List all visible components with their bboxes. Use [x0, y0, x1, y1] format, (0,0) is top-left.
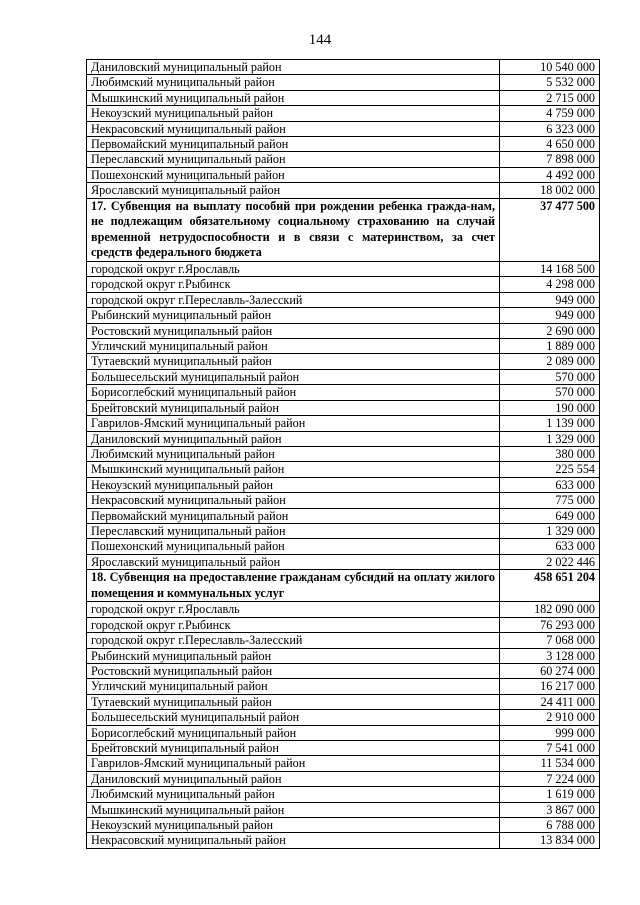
- table-row: [87, 137, 600, 152]
- municipality-name: Переславский муниципальный район: [87, 523, 500, 538]
- table-row: [87, 617, 600, 632]
- amount-value: 949 000: [500, 292, 600, 307]
- municipality-name: Большесельский муниципальный район: [87, 710, 500, 725]
- table-row: [87, 121, 600, 136]
- municipality-name: городской округ г.Ярославль: [87, 262, 500, 277]
- amount-value: 60 274 000: [500, 663, 600, 678]
- municipality-name: Некоузский муниципальный район: [87, 818, 500, 833]
- municipality-name: Некрасовский муниципальный район: [87, 493, 500, 508]
- table-row: [87, 75, 600, 90]
- table-row: [87, 818, 600, 833]
- table-body: [87, 60, 600, 849]
- table-row: [87, 508, 600, 523]
- municipality-name: Даниловский муниципальный район: [87, 60, 500, 75]
- municipality-name: Тутаевский муниципальный район: [87, 694, 500, 709]
- table-row: [87, 725, 600, 740]
- municipality-name: Пошехонский муниципальный район: [87, 167, 500, 182]
- amount-value: 1 329 000: [500, 431, 600, 446]
- municipality-name: Переславский муниципальный район: [87, 152, 500, 167]
- table-row: [87, 679, 600, 694]
- municipality-name: Мышкинский муниципальный район: [87, 90, 500, 105]
- table-row: [87, 663, 600, 678]
- amount-value: 6 788 000: [500, 818, 600, 833]
- amount-value: 775 000: [500, 493, 600, 508]
- municipality-name: Угличский муниципальный район: [87, 339, 500, 354]
- municipality-name: Некрасовский муниципальный район: [87, 833, 500, 848]
- amount-value: 2 089 000: [500, 354, 600, 369]
- table-row: [87, 183, 600, 198]
- amount-value: 1 889 000: [500, 339, 600, 354]
- amount-value: 380 000: [500, 446, 600, 461]
- amount-value: 10 540 000: [500, 60, 600, 75]
- table-row: [87, 633, 600, 648]
- municipality-name: Даниловский муниципальный район: [87, 431, 500, 446]
- amount-value: 76 293 000: [500, 617, 600, 632]
- table-row: [87, 833, 600, 848]
- table-row: [87, 400, 600, 415]
- table-row: [87, 308, 600, 323]
- table-row: [87, 431, 600, 446]
- amount-value: 4 759 000: [500, 106, 600, 121]
- amount-value: 949 000: [500, 308, 600, 323]
- municipality-name: Ярославский муниципальный район: [87, 554, 500, 569]
- municipality-name: городской округ г.Переславль-Залесский: [87, 633, 500, 648]
- amount-value: 1 329 000: [500, 523, 600, 538]
- amount-value: 3 867 000: [500, 802, 600, 817]
- municipality-name: Некоузский муниципальный район: [87, 106, 500, 121]
- municipality-name: Борисоглебский муниципальный район: [87, 385, 500, 400]
- municipality-name: Ростовский муниципальный район: [87, 663, 500, 678]
- amount-value: 2 690 000: [500, 323, 600, 338]
- table-row: [87, 60, 600, 75]
- amount-value: 4 650 000: [500, 137, 600, 152]
- table-row: [87, 710, 600, 725]
- municipality-name: Мышкинский муниципальный район: [87, 802, 500, 817]
- amount-value: 2 022 446: [500, 554, 600, 569]
- table-row: [87, 262, 600, 277]
- table-row: [87, 277, 600, 292]
- table-row: [87, 416, 600, 431]
- municipality-name: Гаврилов-Ямский муниципальный район: [87, 416, 500, 431]
- municipality-name: Рыбинский муниципальный район: [87, 308, 500, 323]
- amount-value: 11 534 000: [500, 756, 600, 771]
- amount-value: 190 000: [500, 400, 600, 415]
- municipality-name: Гаврилов-Ямский муниципальный район: [87, 756, 500, 771]
- table-row: [87, 741, 600, 756]
- table-row: [87, 152, 600, 167]
- amount-value: 13 834 000: [500, 833, 600, 848]
- amount-value: 16 217 000: [500, 679, 600, 694]
- table-row: [87, 462, 600, 477]
- municipality-name: Брейтовский муниципальный район: [87, 741, 500, 756]
- amount-value: 570 000: [500, 369, 600, 384]
- municipality-name: Пошехонский муниципальный район: [87, 539, 500, 554]
- section-title: 17. Субвенция на выплату пособий при рождении ребенка гражда-нам, не подлежащим обязательному социальному страхованию на случай временной нетрудоспособности и в связи с материнством, за счет средств федерального бюджета: [87, 198, 500, 261]
- table-row: [87, 493, 600, 508]
- municipality-name: Угличский муниципальный район: [87, 679, 500, 694]
- municipality-name: городской округ г.Переславль-Залесский: [87, 292, 500, 307]
- amount-value: 7 898 000: [500, 152, 600, 167]
- amount-value: 7 068 000: [500, 633, 600, 648]
- table-row: [87, 167, 600, 182]
- amount-value: 649 000: [500, 508, 600, 523]
- amount-value: 24 411 000: [500, 694, 600, 709]
- amount-value: 18 002 000: [500, 183, 600, 198]
- municipality-name: городской округ г.Ярославль: [87, 602, 500, 617]
- table-row: [87, 523, 600, 538]
- municipality-name: Первомайский муниципальный район: [87, 508, 500, 523]
- section-header-row: [87, 198, 600, 261]
- page-number: 144: [308, 32, 332, 48]
- amount-value: 633 000: [500, 539, 600, 554]
- amount-value: 5 532 000: [500, 75, 600, 90]
- section-header-row: [87, 570, 600, 602]
- table-row: [87, 694, 600, 709]
- amount-value: 4 492 000: [500, 167, 600, 182]
- municipality-name: Ростовский муниципальный район: [87, 323, 500, 338]
- table-row: [87, 446, 600, 461]
- municipality-name: Ярославский муниципальный район: [87, 183, 500, 198]
- municipality-name: Мышкинский муниципальный район: [87, 462, 500, 477]
- table-row: [87, 756, 600, 771]
- municipality-name: Даниловский муниципальный район: [87, 771, 500, 786]
- amount-value: 4 298 000: [500, 277, 600, 292]
- table-row: [87, 323, 600, 338]
- municipality-name: Любимский муниципальный район: [87, 787, 500, 802]
- municipality-name: Некоузский муниципальный район: [87, 477, 500, 492]
- section-total: 37 477 500: [500, 198, 600, 261]
- table-row: [87, 771, 600, 786]
- table-row: [87, 292, 600, 307]
- amount-value: 3 128 000: [500, 648, 600, 663]
- subvention-table: [86, 59, 600, 849]
- table-row: [87, 802, 600, 817]
- table-row: [87, 539, 600, 554]
- municipality-name: Брейтовский муниципальный район: [87, 400, 500, 415]
- municipality-name: Тутаевский муниципальный район: [87, 354, 500, 369]
- table-row: [87, 354, 600, 369]
- municipality-name: Первомайский муниципальный район: [87, 137, 500, 152]
- table-row: [87, 477, 600, 492]
- table-row: [87, 554, 600, 569]
- amount-value: 999 000: [500, 725, 600, 740]
- amount-value: 2 715 000: [500, 90, 600, 105]
- amount-value: 182 090 000: [500, 602, 600, 617]
- section-title: 18. Субвенция на предоставление гражданам субсидий на оплату жилого помещения и коммунальных услуг: [87, 570, 500, 602]
- table-row: [87, 385, 600, 400]
- amount-value: 225 554: [500, 462, 600, 477]
- municipality-name: Большесельский муниципальный район: [87, 369, 500, 384]
- amount-value: 1 139 000: [500, 416, 600, 431]
- amount-value: 6 323 000: [500, 121, 600, 136]
- table-row: [87, 602, 600, 617]
- amount-value: 2 910 000: [500, 710, 600, 725]
- table-row: [87, 648, 600, 663]
- municipality-name: городской округ г.Рыбинск: [87, 277, 500, 292]
- municipality-name: Любимский муниципальный район: [87, 75, 500, 90]
- table-row: [87, 106, 600, 121]
- table-row: [87, 90, 600, 105]
- municipality-name: городской округ г.Рыбинск: [87, 617, 500, 632]
- municipality-name: Любимский муниципальный район: [87, 446, 500, 461]
- amount-value: 7 541 000: [500, 741, 600, 756]
- amount-value: 570 000: [500, 385, 600, 400]
- table-row: [87, 369, 600, 384]
- municipality-name: Рыбинский муниципальный район: [87, 648, 500, 663]
- municipality-name: Некрасовский муниципальный район: [87, 121, 500, 136]
- table-row: [87, 787, 600, 802]
- amount-value: 14 168 500: [500, 262, 600, 277]
- table-row: [87, 339, 600, 354]
- amount-value: 633 000: [500, 477, 600, 492]
- municipality-name: Борисоглебский муниципальный район: [87, 725, 500, 740]
- section-total: 458 651 204: [500, 570, 600, 602]
- amount-value: 7 224 000: [500, 771, 600, 786]
- amount-value: 1 619 000: [500, 787, 600, 802]
